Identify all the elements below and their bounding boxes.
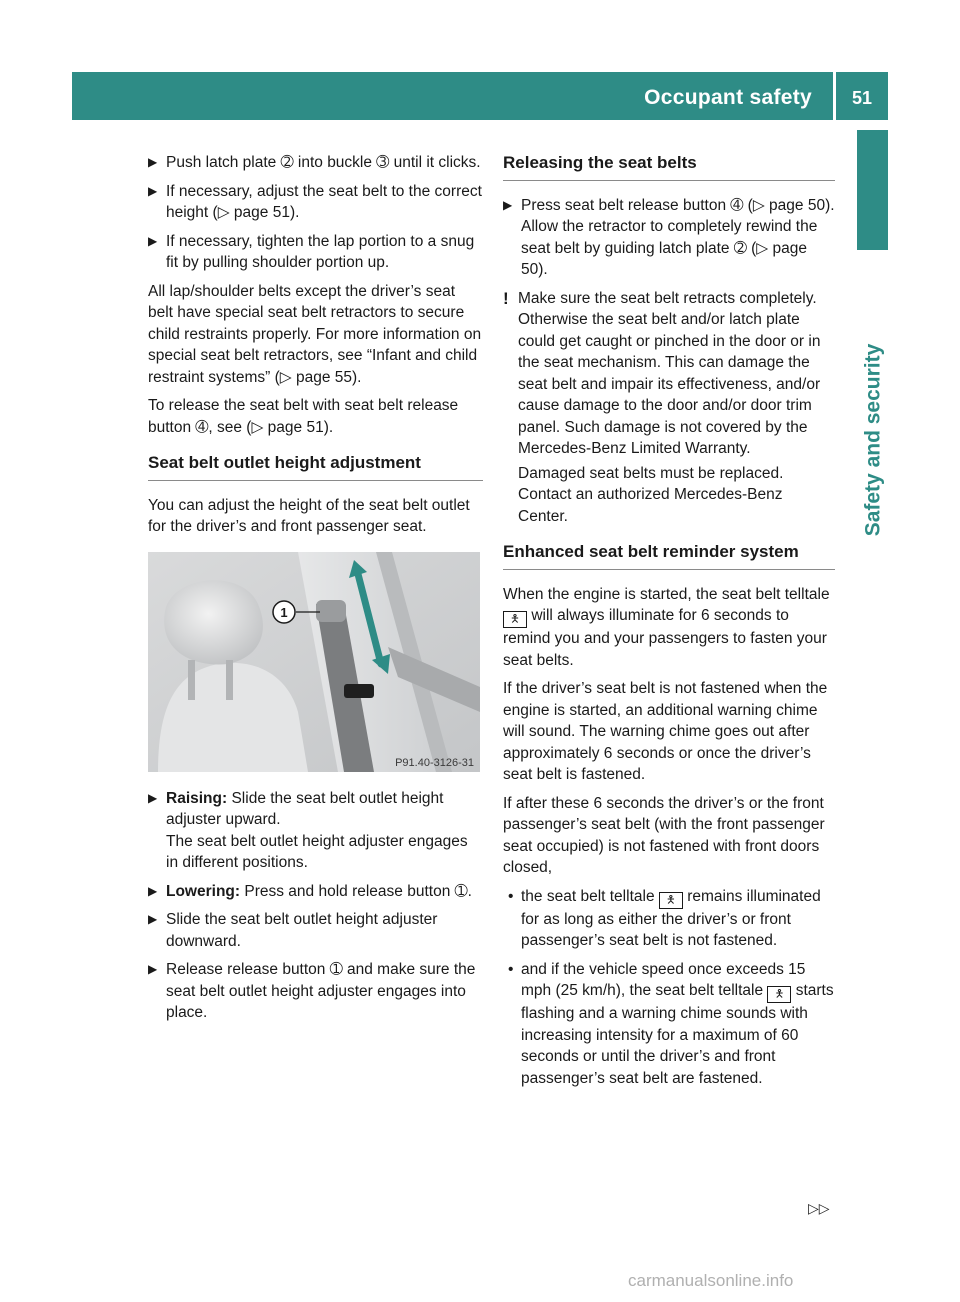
instruction-step: ▶ Lowering: Press and hold release button ➀. bbox=[148, 881, 483, 903]
warning-note: ! Make sure the seat belt retracts completely. Otherwise the seat belt and/or latch plate could get caught or pinched in the door or in the seat mechanism. This can damage the seat belt and impair its effectiveness, and/or cause damage to the door and/or door trim panel. Such damage is not covered by the Mercedes-Benz Limited Warranty. bbox=[503, 288, 821, 457]
side-accent-block bbox=[857, 130, 888, 250]
seat-belt-telltale-icon: 🯅 bbox=[659, 892, 683, 909]
paragraph: To release the seat belt with seat belt release button ➃, see (▷ page 51). bbox=[148, 397, 459, 436]
paragraph: All lap/shoulder belts except the driver’s seat belt have special seat belt retractors to secure child restraints properly. For more information on special seat belt retractors, see “Infant and child restraint systems” (▷ page 55). bbox=[148, 282, 482, 386]
paragraph: When the engine is started, the seat belt telltale 🯅 will always illuminate for 6 seconds to remind you and your passengers to fasten your seat belts. bbox=[503, 585, 830, 669]
warning-icon: ! bbox=[503, 288, 509, 308]
step-arrow-icon: ▶ bbox=[148, 233, 158, 248]
section-heading: Releasing the seat belts bbox=[503, 152, 835, 181]
paragraph: If the driver’s seat belt is not fastened when the engine is started, an additional warning chime will sound. The warning chime goes out after approximately 6 seconds or once the driver’s seat belt is fastened. bbox=[503, 680, 828, 783]
figure-callout-1: 1 bbox=[280, 604, 288, 620]
list-item: • the seat belt telltale 🯅 remains illuminated for as long as either the driver’s or front passenger’s seat belt is not fastened. bbox=[508, 887, 821, 949]
instruction-step: ▶ Release release button ➀ and make sure the seat belt outlet height adjuster engages into place. bbox=[148, 961, 476, 1021]
paragraph: If after these 6 seconds the driver’s or the front passenger’s seat belt (with the front passenger seat occupied) is not fastened with front doors closed, bbox=[503, 794, 825, 876]
page-title: Occupant safety bbox=[644, 86, 812, 109]
instruction-step: ▶ Push latch plate ➁ into buckle ➂ until it clicks. bbox=[148, 152, 483, 174]
instruction-step: ▶ Slide the seat belt outlet height adjuster downward. bbox=[148, 911, 438, 950]
section-heading: Enhanced seat belt reminder system bbox=[503, 541, 835, 570]
paragraph: You can adjust the height of the seat belt outlet for the driver’s and front passenger seat. bbox=[148, 496, 470, 535]
seat-belt-telltale-icon: 🯅 bbox=[503, 611, 527, 628]
list-item: • and if the vehicle speed once exceeds 15 mph (25 km/h), the seat belt telltale 🯅 starts flashing and a warning chime sounds with increasing intensity for a maximum of 60 seconds or until the driver’s and front passenger’s seat belt are fastened. bbox=[508, 960, 834, 1087]
step-arrow-icon: ▶ bbox=[148, 883, 158, 898]
continue-marker: ▷▷ bbox=[808, 1200, 830, 1216]
instruction-step: ▶ Raising: Slide the seat belt outlet height adjuster upward. The seat belt outlet height adjuster engages in different positions. bbox=[148, 789, 468, 871]
step-arrow-icon: ▶ bbox=[503, 197, 513, 212]
bullet-icon: • bbox=[508, 960, 514, 978]
right-column bbox=[503, 152, 835, 1096]
instruction-step: ▶ Press seat belt release button ➃ (▷ page 50). Allow the retractor to completely rewind the seat belt by guiding latch plate ➁ (▷ page 50). bbox=[503, 196, 835, 278]
left-column bbox=[148, 152, 483, 1031]
section-side-tab-label: Safety and security bbox=[861, 343, 885, 537]
page-number: 51 bbox=[851, 88, 873, 108]
instruction-step: ▶ If necessary, tighten the lap portion to a snug fit by pulling shoulder portion up. bbox=[148, 232, 475, 271]
watermark: carmanualsonline.info bbox=[628, 1271, 794, 1290]
paragraph: Damaged seat belts must be replaced. Contact an authorized Mercedes-Benz Center. bbox=[518, 464, 784, 525]
step-arrow-icon: ▶ bbox=[148, 155, 158, 169]
step-arrow-icon: ▶ bbox=[148, 962, 158, 976]
step-arrow-icon: ▶ bbox=[148, 183, 158, 198]
bullet-icon: • bbox=[508, 887, 514, 905]
header-bar bbox=[72, 72, 888, 120]
seat-belt-telltale-icon: 🯅 bbox=[767, 986, 791, 1003]
section-heading: Seat belt outlet height adjustment bbox=[148, 452, 483, 481]
seat-belt-illustration bbox=[148, 552, 480, 772]
step-arrow-icon: ▶ bbox=[148, 790, 158, 805]
instruction-step: ▶ If necessary, adjust the seat belt to the correct height (▷ page 51). bbox=[148, 182, 482, 221]
section-side-tab bbox=[855, 260, 891, 620]
seat-belt-figure bbox=[148, 552, 480, 772]
figure-code: P91.40-3126-31 bbox=[395, 756, 474, 769]
step-arrow-icon: ▶ bbox=[148, 912, 158, 926]
